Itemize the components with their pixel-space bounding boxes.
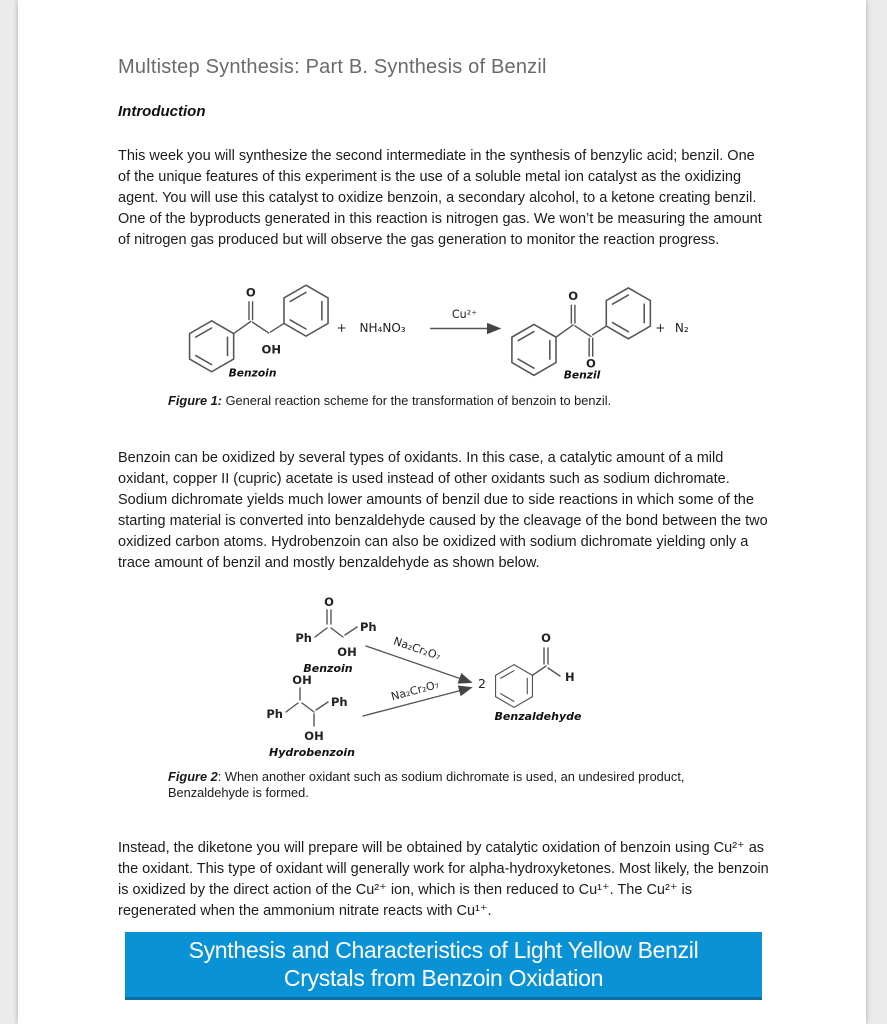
title-banner: [125, 932, 762, 1000]
ammonium-nitrate-formula: NH₄NO₃: [359, 321, 406, 336]
phenyl-label: Ph: [295, 630, 312, 645]
document-content: [18, 0, 866, 1000]
phenyl-label: Ph: [331, 694, 348, 709]
figure2-caption: [168, 769, 713, 802]
benzaldehyde-carbonyl-oxygen: O: [541, 630, 551, 645]
benzoin-hydroxyl: OH: [261, 342, 282, 357]
figure1-caption-label: Figure 1:: [168, 393, 223, 408]
hydrobenzoin-label: Hydrobenzoin: [269, 745, 355, 759]
hydrobenzoin-structure: [266, 673, 355, 759]
benzoin-hydroxyl: OH: [337, 644, 357, 659]
benzaldehyde-hydrogen: H: [565, 669, 575, 684]
paragraph-catalytic-oxidation: Instead, the diketone you will prepare will be obtained by catalytic oxidation of benzoin using Cu²⁺ as the oxidant. This type of oxidant will generally work for alpha-hydroxyketones. Most likely, the benzoin is oxidized by the direct action of the Cu²⁺ ion, which is then reduced to Cu¹⁺. The Cu²⁺ is regenerated when the ammonium nitrate reacts with Cu¹⁺.: [118, 839, 769, 919]
document-title: Multistep Synthesis: Part B. Synthesis of Benzil: [118, 56, 547, 78]
copper-catalyst-label: Cu²⁺: [451, 307, 478, 321]
figure2-caption-text: : When another oxidant such as sodium dichromate is used, an undesired product, Benzaldehyde is formed.: [168, 768, 685, 800]
figure2-scheme-drawing: [248, 590, 668, 762]
benzil-structure: [512, 288, 650, 381]
stoichiometric-coefficient: 2: [478, 675, 486, 691]
benzil-carbonyl-oxygen-bottom: O: [586, 356, 596, 371]
benzoin-condensed-structure: [295, 595, 376, 675]
hydrobenzoin-hydroxyl-bottom: OH: [304, 728, 324, 743]
section-heading-introduction: Introduction: [118, 103, 206, 120]
plus-sign: +: [336, 321, 347, 336]
benzoin-label: Benzoin: [303, 661, 353, 675]
benzoin-label: Benzoin: [228, 366, 277, 380]
benzoin-structure: [190, 285, 328, 379]
dichromate-oxidant-label: Na₂Cr₂O₇: [391, 634, 443, 663]
bottom-reaction-arrow: [363, 677, 470, 715]
dichromate-oxidant-label: Na₂Cr₂O₇: [389, 677, 441, 703]
figure1-caption-text: General reaction scheme for the transformation of benzoin to benzil.: [222, 393, 612, 408]
benzoin-carbonyl-oxygen: O: [324, 594, 334, 609]
benzaldehyde-structure: [478, 631, 582, 723]
banner-line-2: Crystals from Benzoin Oxidation: [283, 965, 604, 991]
figure2-caption-label: Figure 2: [168, 768, 218, 784]
figure1-caption: [168, 393, 768, 410]
paragraph-oxidants: Benzoin can be oxidized by several types of oxidants. In this case, a catalytic amount of a mild oxidant, copper II (cupric) acetate is used instead of other oxidants such as sodium dichromate. Sodium dichromate yields much lower amounts of benzil due to side reactions in which some of the starting material is converted into benzaldehyde caused by the cleavage of the bond between the two oxidized carbon atoms. Hydrobenzoin can also be oxidized with sodium dichromate yielding only a trace amount of benzil and mostly benzaldehyde as shown below.: [118, 449, 768, 571]
reaction-arrow: [431, 308, 499, 329]
figure1-reaction-scheme: [176, 273, 768, 389]
phenyl-label: Ph: [360, 619, 377, 634]
phenyl-label: Ph: [266, 706, 283, 721]
hydrobenzoin-hydroxyl-top: OH: [292, 672, 312, 687]
top-reaction-arrow: [366, 634, 470, 681]
nitrogen-gas-formula: N₂: [674, 321, 689, 336]
plus-sign: +: [655, 321, 666, 336]
banner-line-1: Synthesis and Characteristics of Light Yellow Benzil: [188, 937, 699, 963]
paragraph-intro: This week you will synthesize the second intermediate in the synthesis of benzylic acid; benzil. One of the unique features of this experiment is the use of a soluble metal ion catalyst as the oxidizing agent. You will use this catalyst to oxidize benzoin, a secondary alcohol, to a ketone creating benzil. One of the byproducts generated in this reaction is nitrogen gas. We won’t be measuring the amount of nitrogen gas produced but will observe the gas generation to monitor the reaction progress.: [118, 148, 762, 248]
benzoin-carbonyl-oxygen: O: [245, 285, 256, 300]
benzil-label: Benzil: [563, 368, 601, 382]
benzaldehyde-label: Benzaldehyde: [494, 709, 582, 723]
figure1-scheme-drawing: [176, 273, 696, 384]
figure2-reaction-scheme: [248, 590, 768, 767]
document-page: [18, 0, 866, 1024]
benzil-carbonyl-oxygen-top: O: [568, 289, 579, 304]
